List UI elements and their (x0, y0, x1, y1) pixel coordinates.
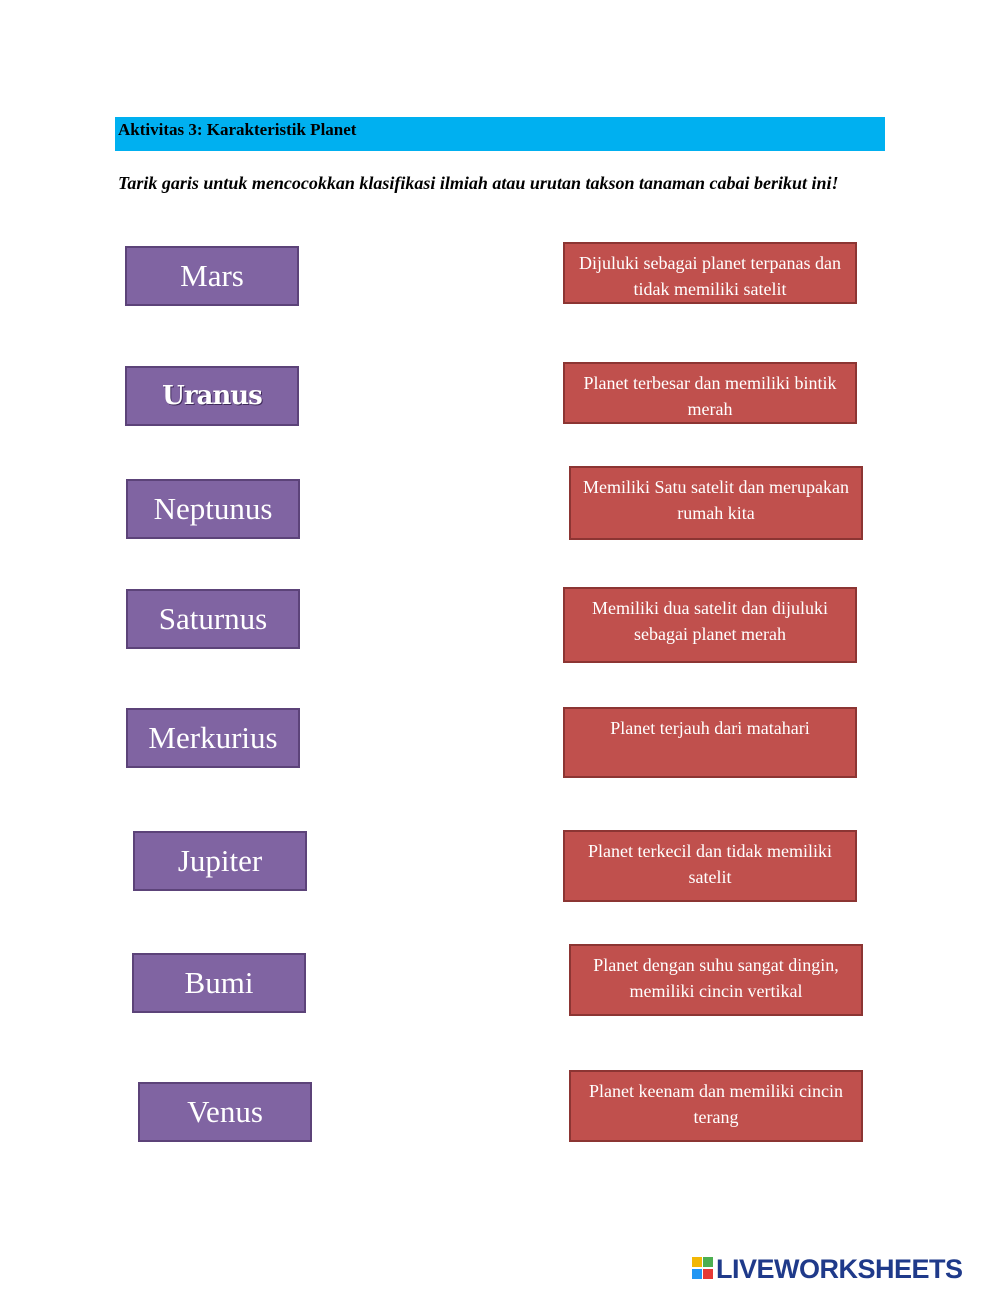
description-box-6[interactable]: Planet terkecil dan tidak memiliki satelit (563, 830, 857, 902)
description-box-3[interactable]: Memiliki Satu satelit dan merupakan rumah kita (569, 466, 863, 540)
planet-box-merkurius[interactable]: Merkurius (126, 708, 300, 768)
description-box-2[interactable]: Planet terbesar dan memiliki bintik merah (563, 362, 857, 424)
planet-box-neptunus[interactable]: Neptunus (126, 479, 300, 539)
section-header-bar (115, 117, 885, 151)
instruction-text: Tarik garis untuk mencocokkan klasifikasi ilmiah atau urutan takson tanaman cabai berikut ini! (118, 173, 839, 193)
planet-box-jupiter[interactable]: Jupiter (133, 831, 307, 891)
description-box-5[interactable]: Planet terjauh dari matahari (563, 707, 857, 778)
planet-box-bumi[interactable]: Bumi (132, 953, 306, 1013)
liveworksheets-mark-icon (692, 1257, 714, 1281)
liveworksheets-logo (692, 1254, 963, 1284)
description-box-4[interactable]: Memiliki dua satelit dan dijuluki sebagai planet merah (563, 587, 857, 663)
planet-box-uranus[interactable]: Uranus (125, 366, 299, 426)
description-box-8[interactable]: Planet keenam dan memiliki cincin terang (569, 1070, 863, 1142)
planet-box-mars[interactable]: Mars (125, 246, 299, 306)
section-title: Aktivitas 3: Karakteristik Planet (118, 120, 357, 139)
planet-box-saturnus[interactable]: Saturnus (126, 589, 300, 649)
planet-box-venus[interactable]: Venus (138, 1082, 312, 1142)
liveworksheets-wordmark: LIVEWORKSHEETS (716, 1253, 963, 1284)
description-box-7[interactable]: Planet dengan suhu sangat dingin, memiliki cincin vertikal (569, 944, 863, 1016)
description-box-1[interactable]: Dijuluki sebagai planet terpanas dan tidak memiliki satelit (563, 242, 857, 304)
